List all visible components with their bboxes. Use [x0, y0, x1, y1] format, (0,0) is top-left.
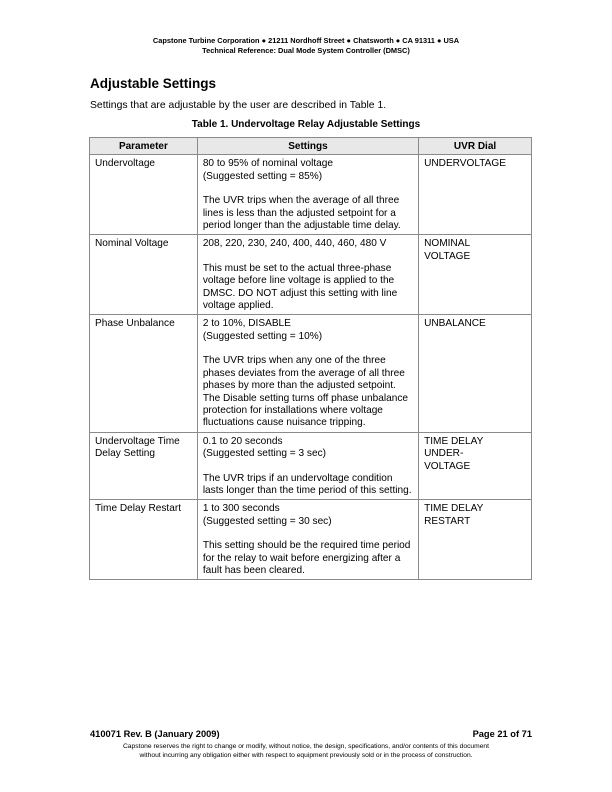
- settings-cell: [197, 500, 418, 580]
- settings-cell: [197, 432, 418, 500]
- page-header: [0, 36, 612, 56]
- setting-description: The UVR trips if an undervoltage condition lasts longer than the time period of this setting.: [202, 472, 412, 496]
- setting-description: This setting should be the required time period for the relay to wait before energizing after a fault has been cleared.: [202, 540, 411, 576]
- uvr-dial-cell: UNBALANCE: [419, 315, 532, 432]
- table-caption: Table 1. Undervoltage Relay Adjustable Settings: [191, 119, 421, 130]
- column-header-settings: Settings: [197, 138, 418, 155]
- setting-range: 80 to 95% of nominal voltage (Suggested setting = 85%): [202, 158, 333, 182]
- column-header-parameter: Parameter: [90, 138, 198, 155]
- section-intro: Settings that are adjustable by the user are described in Table 1.: [90, 100, 387, 111]
- footer-disclaimer: [0, 742, 612, 760]
- table-row: [90, 432, 532, 500]
- settings-cell: [197, 235, 418, 315]
- footer-disclaimer-line: Capstone reserves the right to change or modify, without notice, the design, specifications, and/or contents of this document: [122, 743, 490, 750]
- settings-cell: [197, 315, 418, 432]
- setting-range: 2 to 10%, DISABLE (Suggested setting = 10%): [202, 318, 323, 342]
- footer-page-number: Page 21 of 71: [472, 729, 532, 739]
- setting-range: 1 to 300 seconds (Suggested setting = 30 sec): [202, 503, 332, 527]
- table-row: [90, 235, 532, 315]
- setting-range: 208, 220, 230, 240, 400, 440, 460, 480 V: [202, 238, 387, 250]
- table-row: [90, 155, 532, 235]
- parameter-cell: Time Delay Restart: [90, 500, 198, 580]
- settings-cell: [197, 155, 418, 235]
- parameter-cell: Nominal Voltage: [90, 235, 198, 315]
- page-footer: [90, 729, 532, 739]
- setting-description: This must be set to the actual three-phase voltage before line voltage is applied to the DMSC. DO NOT adjust this setting with line voltage applied.: [202, 262, 398, 312]
- uvr-dial-cell: TIME DELAY UNDER- VOLTAGE: [419, 432, 532, 500]
- uvr-dial-cell: UNDERVOLTAGE: [419, 155, 532, 235]
- uvr-dial-cell: NOMINAL VOLTAGE: [419, 235, 532, 315]
- setting-description: The UVR trips when any one of the three phases deviates from the average of all three phases by more than the adjusted setpoint. The Disable setting turns off phase unbalance protection for installations where voltage fluctuations cause nuisance tripping.: [202, 355, 408, 429]
- footer-doc-id: 410071 Rev. B (January 2009): [90, 729, 220, 739]
- header-company-line: Capstone Turbine Corporation ● 21211 Nordhoff Street ● Chatsworth ● CA 91311 ● USA: [152, 36, 460, 45]
- settings-table: [89, 137, 532, 580]
- parameter-cell: Undervoltage: [90, 155, 198, 235]
- setting-range: 0.1 to 20 seconds (Suggested setting = 3 sec): [202, 435, 326, 460]
- parameter-cell: Phase Unbalance: [90, 315, 198, 432]
- parameter-cell: Undervoltage Time Delay Setting: [90, 432, 198, 500]
- section-title: Adjustable Settings: [90, 76, 217, 91]
- footer-disclaimer-line: without incurring any obligation either with respect to equipment previously sold or in the process of construction.: [139, 752, 473, 759]
- table-row: [90, 500, 532, 580]
- table-row: [90, 315, 532, 432]
- table-header-row: [90, 138, 532, 155]
- setting-description: The UVR trips when the average of all three lines is less than the adjusted setpoint for a period longer than the adjustable time delay.: [202, 195, 401, 232]
- uvr-dial-cell: TIME DELAY RESTART: [419, 500, 532, 580]
- column-header-uvr-dial: UVR Dial: [419, 138, 532, 155]
- header-doc-title: Technical Reference: Dual Mode System Controller (DMSC): [202, 46, 410, 55]
